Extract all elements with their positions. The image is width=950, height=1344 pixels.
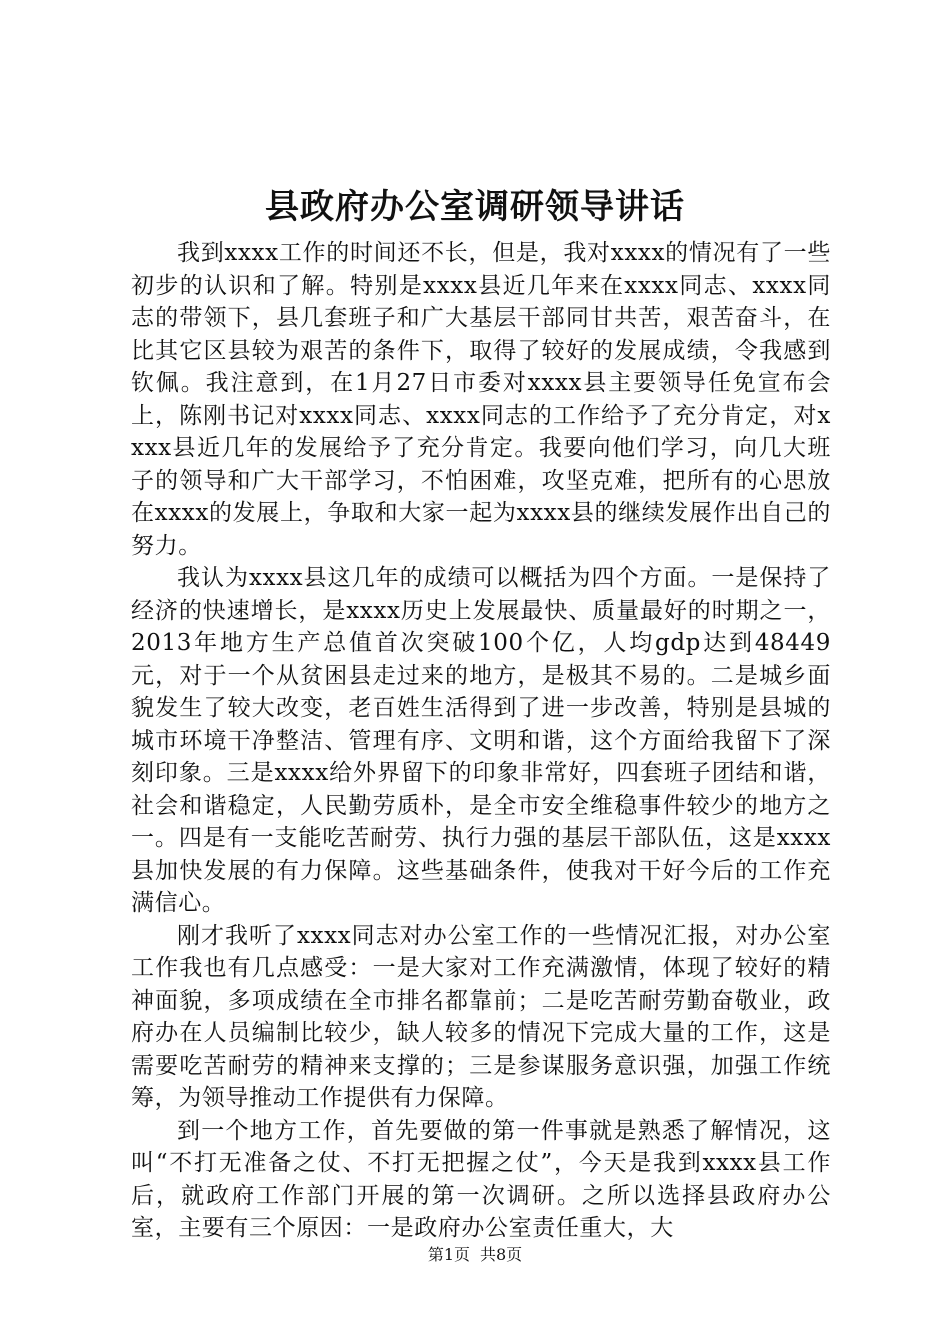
paragraph-3: 刚才我听了xxxx同志对办公室工作的一些情况汇报，对办公室工作我也有几点感受：一是大家对工作充满激情，体现了较好的精神面貌，多项成绩在全市排名都靠前；二是吃苦耐劳勤奋敬业，政府办在人员编制比较少，缺人较多的情况下完成大量的工作，这是需要吃苦耐劳的精神来支撑的；三是参谋服务意识强，加强工作统筹，为领导推动工作提供有力保障。 bbox=[131, 922, 831, 1111]
paragraph-1: 我到xxxx工作的时间还不长，但是，我对xxxx的情况有了一些初步的认识和了解。特别是xxxx县近几年来在xxxx同志、xxxx同志的带领下，县几套班子和广大基层干部同甘共苦，艰苦奋斗，在比其它区县较为艰苦的条件下，取得了较好的发展成绩，令我感到钦佩。我注意到，在1月27日市委对xxxx县主要领导任免宣布会上，陈刚书记对xxxx同志、xxxx同志的工作给予了充分肯定，对xxxx县近几年的发展给予了充分肯定。我要向他们学习，向几大班子的领导和广大干部学习，不怕困难，攻坚克难，把所有的心思放在xxxx的发展上，争取和大家一起为xxxx县的继续发展作出自己的努力。 bbox=[131, 240, 831, 559]
paragraph-2: 我认为xxxx县这几年的成绩可以概括为四个方面。一是保持了经济的快速增长，是xxxx历史上发展最快、质量最好的时期之一，2013年地方生产总值首次突破100个亿，人均gdp达到48449元，对于一个从贫困县走过来的地方，是极其不易的。二是城乡面貌发生了较大改变，老百姓生活得到了进一步改善，特别是县城的城市环境干净整洁、管理有序、文明和谐，这个方面给我留下了深刻印象。三是xxxx给外界留下的印象非常好，四套班子团结和谐，社会和谐稳定，人民勤劳质朴，是全市安全维稳事件较少的地方之一。四是有一支能吃苦耐劳、执行力强的基层干部队伍，这是xxxx县加快发展的有力保障。这些基础条件，使我对干好今后的工作充满信心。 bbox=[131, 565, 831, 916]
page-footer bbox=[0, 1244, 950, 1266]
page-number: 第1页 bbox=[427, 1245, 470, 1264]
document-title: 县政府办公室调研领导讲话 bbox=[265, 187, 685, 227]
document-body bbox=[131, 237, 831, 1245]
paragraph-4: 到一个地方工作，首先要做的第一件事就是熟悉了解情况，这叫“不打无准备之仗、不打无把握之仗”，今天是我到xxxx县工作后，就政府工作部门开展的第一次调研。之所以选择县政府办公室，主要有三个原因：一是政府办公室责任重大，大 bbox=[131, 1117, 831, 1241]
page-total: 共8页 bbox=[480, 1245, 523, 1264]
